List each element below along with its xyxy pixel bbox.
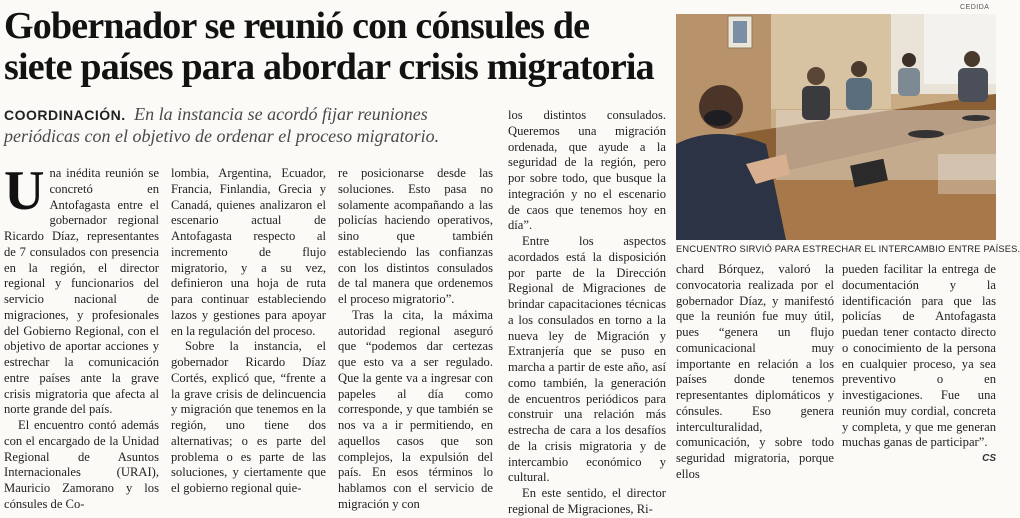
photo-caption: ENCUENTRO SIRVIÓ PARA ESTRECHAR EL INTERCAMBIO ENTRE PAÍSES.	[676, 244, 1020, 254]
headline-line-1: Gobernador se reunió con cónsules de	[4, 5, 590, 47]
drop-cap: U	[4, 160, 45, 222]
paragraph	[4, 160, 159, 418]
body-column-5	[676, 262, 834, 481]
meeting-photo-illustration	[676, 14, 996, 240]
paragraph: los distintos consulados. Queremos una migración ordenada, que ayude a la seguridad de la región, pero por sobre todo, que busque la integración y no el escenario de caos que tenemos hoy en día”.	[508, 108, 666, 233]
body-column-6	[842, 262, 996, 471]
paragraph: El encuentro contó además con el encargado de la Unidad Regional de Asuntos Internacionales (URAI), Mauricio Zamorano y los cónsules de Co-	[4, 418, 159, 511]
headline-line-2: siete países para abordar crisis migratoria	[4, 46, 654, 88]
paragraph: Tras la cita, la máxima autoridad regional aseguró que “podemos dar certezas que esto va a ser regulado. Que la gente va a ingresar con papeles al día como corresponde, y que también se nos va a ir permitiendo, en aquellos casos que son complejos, la expulsión del país. En esos términos lo hablamos con el servicio de migración y con	[338, 307, 493, 511]
paragraph	[842, 262, 996, 464]
paragraph: En este sentido, el director regional de Migraciones, Ri-	[508, 486, 666, 516]
body-column-2	[171, 166, 326, 495]
deck-text: En la instancia se acordó fijar reuniones periódicas con el objetivo de ordenar el proceso migratorio.	[4, 104, 440, 146]
paragraph: chard Bórquez, valoró la convocatoria realizada por el gobernador Díaz, y manifestó que la reunión fue muy útil, pues “genera un flujo comunicacional muy importante en relación a los países donde tenemos representantes diplomáticos y cónsules. Eso genera interculturalidad, comunicación, y sobre todo seguridad migratoria, porque ellos	[676, 262, 834, 481]
paragraph-text: na inédita reunión se concretó en Antofagasta entre el gobernador regional Ricardo Díaz, representantes de 7 consulados con presencia en la región, el director regional y funcionarios del servicio nacional de migraciones, y profesionales del Gobierno Regional, con el objetivo de aportar acciones y estrechar la comunicación entre países ante la grave crisis migratoria que afecta al norte grande del país.	[4, 166, 159, 417]
paragraph: re posicionarse desde las soluciones. Esto pasa no solamente acompañando a las policías haciendo operativos, sino que también estableciendo las confianzas con los distintos consulados de tal manera que ordenemos el proceso migratorio”.	[338, 166, 493, 306]
headline	[4, 6, 672, 88]
paragraph: Sobre la instancia, el gobernador Ricardo Díaz Cortés, explicó que, “frente a la grave crisis de delincuencia y migración que tenemos en la región, uno tiene dos alternativas; o es parte del problema o es parte de las soluciones, y ciertamente que el gobierno regional quie-	[171, 339, 326, 495]
paragraph: Entre los aspectos acordados está la disposición por parte de la Dirección Regional de Migraciones de brindar capacitaciones técnicas a los consulados en torno a la nueva ley de Migración y Extranjería que se puso en marcha a partir de este año, así como también, la generación de encuentros periódicos para construir una relación más estrecha de cara a los desafíos de la crisis migratoria y de intercambio económico y cultural.	[508, 234, 666, 485]
photo-credit: CEDIDA	[960, 4, 990, 11]
body-column-3	[338, 166, 493, 511]
end-mark: CS	[982, 453, 996, 464]
paragraph-text: pueden facilitar la entrega de documentación y la identificación para que las policías de Antofagasta puedan tener contacto directo o conocimiento de la persona en cualquier proceso, ya sea preventivo o en investigaciones. Fue una reunión muy cordial, concreta y completa, y que me generan muchas ganas de participar”.	[842, 262, 996, 450]
news-photo	[676, 14, 996, 240]
body-column-4	[508, 108, 666, 516]
deck	[4, 104, 499, 147]
body-column-1	[4, 160, 159, 511]
paragraph: lombia, Argentina, Ecuador, Francia, Finlandia, Grecia y Canadá, quienes analizaron el escenario actual de Antofagasta respecto al incremento de flujo migratorio, y a su vez, definieron una hoja de ruta para continuar estableciendo lazos y gestiones para apoyar en la regulación del proceso.	[171, 166, 326, 338]
deck-kicker: COORDINACIÓN.	[4, 107, 126, 123]
